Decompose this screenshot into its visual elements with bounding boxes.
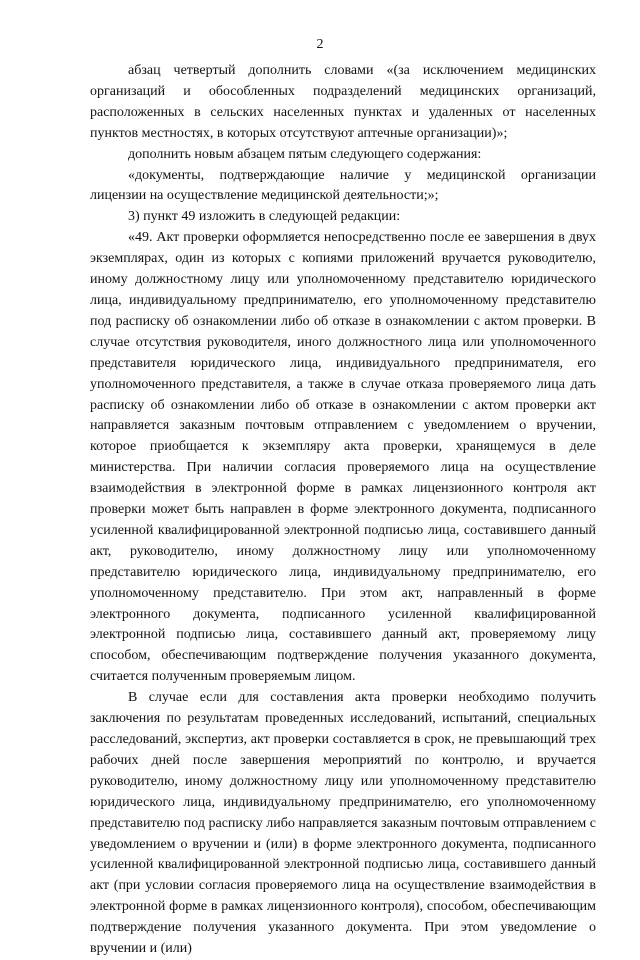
body-text — [90, 61, 596, 960]
paragraph-2: дополнить новым абзацем пятым следующего содержания: — [128, 146, 482, 162]
paragraph-5: «49. Акт проверки оформляется непосредственно после ее завершения в двух экземплярах, один из которых с копиями приложений вручается руководителю, иному должностному лицу или уполномоченному представителю юридического лица, индивидуальному предпринимателю, его уполномоченному представителю под расписку об ознакомлении либо об отказе в ознакомлении с актом проверки. В случае отсутствия руководителя, иного должностного лица или уполномоченного представителя юридического лица, индивидуального предпринимателя, его уполномоченного представителя, а также в случае отказа проверяемого лица дать расписку об ознакомлении либо об отказе в ознакомлении с актом проверки акт направляется заказным почтовым отправлением с уведомлением о вручении, которое приобщается к экземпляру акта проверки, хранящемуся в деле министерства. При наличии согласия проверяемого лица на осуществление взаимодействия в электронной форме в рамках лицензионного контроля акт проверки может быть направлен в форме электронного документа, подписанного усиленной квалифицированной электронной подписью лица, составившего данный акт, руководителю, иному должностному лицу или уполномоченному представителю юридического лица, индивидуальному предпринимателю, его уполномоченному представителю. При этом акт, направленный в форме электронного документа, подписанного усиленной квалифицированной электронной подписью лица, составившего данный акт, проверяемому лицу способом, обеспечивающим подтверждение получения указанного документа, считается полученным проверяемым лицом. — [90, 230, 596, 685]
paragraph-4: 3) пункт 49 изложить в следующей редакции: — [128, 209, 401, 225]
paragraph-3: «документы, подтверждающие наличие у медицинской организации лицензии на осуществление медицинской деятельности;»; — [90, 167, 596, 204]
paragraph-6: В случае если для составления акта проверки необходимо получить заключения по результатам проведенных исследований, испытаний, специальных расследований, экспертиз, акт проверки составляется в срок, не превышающий трех рабочих дней после завершения мероприятий по контролю, и вручается руководителю, иному должностному лицу или уполномоченному представителю юридического лица, индивидуальному предпринимателю, его уполномоченному представителю под расписку либо направляется заказным почтовым отправлением с уведомлением о вручении и (или) в форме электронного документа, подписанного усиленной квалифицированной электронной подписью лица, составившего данный акт (при условии согласия проверяемого лица на осуществление взаимодействия в электронной форме в рамках лицензионного контроля), способом, обеспечивающим подтверждение получения указанного документа. При этом уведомление о вручении и (или) — [90, 690, 596, 957]
page-number: 2 — [316, 37, 324, 52]
paragraph-1: абзац четвертый дополнить словами «(за исключением медицинских организаций и обособленных подразделений медицинских организаций, расположенных в сельских населенных пунктах и удаленных от населенных пунктов местностях, в которых отсутствуют аптечные организации)»; — [90, 63, 596, 141]
